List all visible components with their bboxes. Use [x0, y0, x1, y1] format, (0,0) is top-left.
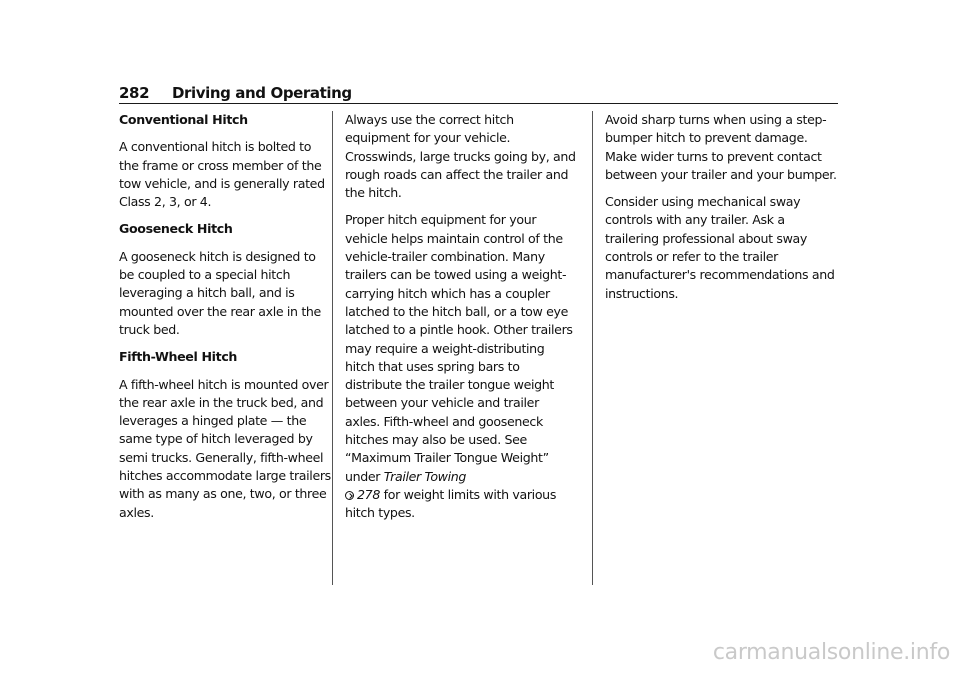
paragraph-fifth-wheel-hitch: A fifth-wheel hitch is mounted over the rear axle in the truck bed, and leverages a hinged plate — the same type of hitch leveraged by semi trucks. Generally, fifth-wheel hitches accommodate large trailers with as many as one, two, or three axles. — [119, 376, 331, 520]
paragraph-hitch-equipment: Always use the correct hitch equipment for your vehicle. Crosswinds, large trucks going by, and rough roads can affect the trailer and the hitch. — [345, 112, 576, 201]
paragraph-proper-hitch — [345, 211, 577, 522]
page-number: 282 — [119, 84, 150, 102]
watermark-logo: carmanualsonline.info — [712, 640, 950, 665]
paragraph-proper-hitch-text: Proper hitch equipment for your vehicle helps maintain control of the vehicle-trailer combination. Many trailers can be towed using a weight-carrying hitch which has a coupler latched to the hitch ball, or a tow eye latched to a pintle hook. Other trailers may require a weight-distributing hitch that uses spring bars to distribute the trailer tongue weight between your vehicle and trailer axles. Fifth-wheel and gooseneck hitches may also be used. See “Maximum Trailer Tongue Weight” under — [345, 212, 573, 484]
heading-fifth-wheel-hitch: Fifth-Wheel Hitch — [119, 349, 238, 365]
column-divider — [332, 111, 333, 585]
page-reference-icon — [345, 491, 354, 500]
column-1 — [119, 111, 331, 531]
paragraph-conventional-hitch: A conventional hitch is bolted to the frame or cross member of the tow vehicle, and is generally rated Class 2, 3, or 4. — [119, 139, 325, 210]
paragraph-sharp-turns: Avoid sharp turns when using a step-bumper hitch to prevent damage. Make wider turns to prevent contact between your trailer and your bumper. — [605, 112, 837, 182]
cross-reference-title[interactable]: Trailer Towing — [383, 468, 467, 484]
page-header — [119, 83, 838, 104]
paragraph-proper-hitch-tail: for weight limits with various hitch types. — [345, 486, 557, 521]
column-divider — [592, 111, 593, 585]
paragraph-gooseneck-hitch: A gooseneck hitch is designed to be coupled to a special hitch leveraging a hitch ball, and is mounted over the rear axle in the truck bed. — [119, 248, 321, 337]
column-3 — [605, 111, 840, 312]
heading-gooseneck-hitch: Gooseneck Hitch — [119, 221, 233, 237]
paragraph-sway-controls: Consider using mechanical sway controls with any trailer. Ask a trailering professional about sway controls or refer to the trailer manufacturer's recommendations and instructions. — [605, 194, 835, 301]
column-2 — [345, 111, 577, 532]
section-title: Driving and Operating — [171, 84, 352, 102]
cross-reference-page[interactable]: 278 — [357, 486, 380, 502]
heading-conventional-hitch: Conventional Hitch — [119, 112, 248, 127]
